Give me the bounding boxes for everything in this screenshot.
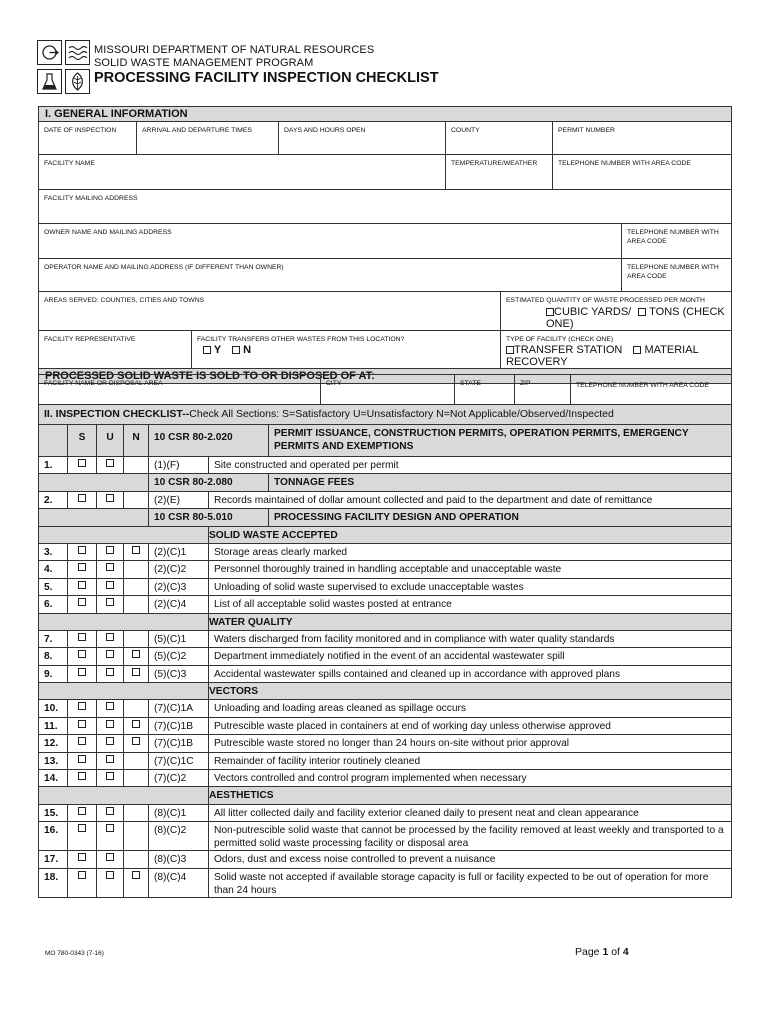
subsection-title: SOLID WASTE ACCEPTED [209,526,732,543]
unsatisfactory-checkbox-cell[interactable] [97,491,124,508]
item-code: (7)(C)2 [149,770,209,787]
not-applicable-checkbox[interactable] [132,650,140,658]
disposal-state-field[interactable]: STATE [455,375,515,405]
cubic-yards-label: CUBIC YARDS/ [554,306,632,318]
areas-served-field[interactable]: AREAS SERVED: COUNTIES, CITIES AND TOWNS [39,292,501,331]
regulation-code: 10 CSR 80-2.080 [149,474,269,491]
permit-number-field[interactable]: PERMIT NUMBER [553,122,732,155]
satisfactory-checkbox[interactable] [78,546,86,554]
not-applicable-checkbox-cell[interactable] [124,596,149,613]
not-applicable-checkbox[interactable] [132,668,140,676]
not-applicable-checkbox[interactable] [132,546,140,554]
no-label: N [243,344,252,356]
transfers-other-wastes-field: FACILITY TRANSFERS OTHER WASTES FROM THIS LOCATION? Y N [192,331,501,369]
checklist-item-row [39,665,732,682]
not-applicable-checkbox-cell[interactable] [124,717,149,734]
unsatisfactory-checkbox[interactable] [106,494,114,502]
subsection-header-row [39,683,732,700]
tons-checkbox[interactable] [638,308,646,316]
transfer-station-checkbox[interactable] [506,346,514,354]
not-applicable-checkbox-cell[interactable] [124,770,149,787]
checklist-item-row [39,491,732,508]
general-information-table [38,106,732,384]
unsatisfactory-checkbox[interactable] [106,772,114,780]
tons-label: TONS (CHECK ONE) [546,306,725,330]
disposal-table [38,374,732,405]
item-code: (7)(C)1A [149,700,209,717]
col-unsatisfactory: U [97,425,124,457]
item-number: 8. [39,648,68,665]
not-applicable-checkbox-cell[interactable] [124,804,149,821]
unsatisfactory-checkbox[interactable] [106,598,114,606]
material-recovery-label: MATERIAL RECOVERY [506,344,699,368]
item-text: Remainder of facility interior routinely cleaned [209,752,732,769]
checklist-item-row [39,804,732,821]
unsatisfactory-checkbox-cell[interactable] [97,700,124,717]
item-text: Personnel thoroughly trained in handling acceptable and unacceptable waste [209,561,732,578]
item-text: Unloading and loading areas cleaned as spillage occurs [209,700,732,717]
item-text: Putrescible waste stored no longer than 24 hours on-site without prior approval [209,735,732,752]
section-general-information: I. GENERAL INFORMATION [39,107,732,122]
item-number: 11. [39,717,68,734]
satisfactory-checkbox-cell[interactable] [68,868,97,897]
item-number: 18. [39,868,68,897]
item-code: (8)(C)1 [149,804,209,821]
item-code: (7)(C)1B [149,735,209,752]
regulation-header-row [39,509,732,526]
item-number: 1. [39,457,68,474]
item-number: 2. [39,491,68,508]
satisfactory-checkbox-cell[interactable] [68,665,97,682]
checklist-item-row [39,457,732,474]
unsatisfactory-checkbox-cell[interactable] [97,735,124,752]
col-satisfactory: S [68,425,97,457]
item-text: Site constructed and operated per permit [209,457,732,474]
unsatisfactory-checkbox[interactable] [106,546,114,554]
item-text: Solid waste not accepted if available storage capacity is full or facility expected to be out of operation for more than 24 hours [209,868,732,897]
item-text: Storage areas clearly marked [209,543,732,560]
satisfactory-checkbox[interactable] [78,720,86,728]
subsection-header-row [39,526,732,543]
unsatisfactory-checkbox-cell[interactable] [97,665,124,682]
item-text: Non-putrescible solid waste that cannot be processed by the facility removed at least weekly and transported to a permitted solid waste processing facility or disposal area [209,822,732,851]
section-inspection-checklist: II. INSPECTION CHECKLIST--Check All Sections: S=Satisfactory U=Unsatisfactory N=Not Applicable/Observed/Inspected [39,405,732,425]
satisfactory-checkbox-cell[interactable] [68,851,97,868]
transfer-station-label: TRANSFER STATION [514,344,623,356]
disposal-facility-name-field[interactable]: FACILITY NAME OR DISPOSAL AREA [39,375,321,405]
not-applicable-checkbox-cell[interactable] [124,822,149,851]
item-number: 6. [39,596,68,613]
not-applicable-checkbox-cell[interactable] [124,578,149,595]
owner-telephone-field[interactable]: TELEPHONE NUMBER WITH AREA CODE [622,224,732,259]
owner-name-address-field[interactable]: OWNER NAME AND MAILING ADDRESS [39,224,622,259]
satisfactory-checkbox-cell[interactable] [68,457,97,474]
subsection-title: WATER QUALITY [209,613,732,630]
item-code: (2)(C)2 [149,561,209,578]
item-code: (5)(C)2 [149,648,209,665]
item-number: 5. [39,578,68,595]
satisfactory-checkbox[interactable] [78,563,86,571]
item-text: List of all acceptable solid wastes posted at entrance [209,596,732,613]
satisfactory-checkbox-cell[interactable] [68,543,97,560]
item-number: 7. [39,630,68,647]
type-of-facility-field: TYPE OF FACILITY (CHECK ONE) TRANSFER STATION MATERIAL RECOVERY [501,331,732,369]
item-code: (7)(C)1B [149,717,209,734]
checklist-item-row [39,822,732,851]
checklist-item-row [39,543,732,560]
water-waves-icon [65,40,90,65]
satisfactory-checkbox-cell[interactable] [68,735,97,752]
item-number: 4. [39,561,68,578]
facility-representative-field[interactable]: FACILITY REPRESENTATIVE [39,331,192,369]
item-code: (7)(C)1C [149,752,209,769]
item-number: 15. [39,804,68,821]
not-applicable-checkbox-cell[interactable] [124,648,149,665]
item-code: (2)(C)4 [149,596,209,613]
col-not-applicable: N [124,425,149,457]
unsatisfactory-checkbox[interactable] [106,871,114,879]
checklist-item-row [39,630,732,647]
checklist-item-row [39,752,732,769]
form-number: MO 780-0343 (7-16) [45,950,104,957]
days-hours-open-field[interactable]: DAYS AND HOURS OPEN [279,122,446,155]
flask-icon [37,69,62,94]
not-applicable-checkbox-cell[interactable] [124,851,149,868]
satisfactory-checkbox[interactable] [78,853,86,861]
regulation-code: 10 CSR 80-2.020 [149,425,269,457]
satisfactory-checkbox-cell[interactable] [68,770,97,787]
satisfactory-checkbox-cell[interactable] [68,752,97,769]
not-applicable-checkbox-cell[interactable] [124,630,149,647]
item-number: 10. [39,700,68,717]
operator-name-address-field[interactable]: OPERATOR NAME AND MAILING ADDRESS (IF DIFFERENT THAN OWNER) [39,259,622,292]
satisfactory-checkbox[interactable] [78,871,86,879]
checklist-item-row [39,770,732,787]
item-text: Putrescible waste placed in containers at end of working day unless otherwise approved [209,717,732,734]
checklist-item-row [39,851,732,868]
unsatisfactory-checkbox[interactable] [106,668,114,676]
unsatisfactory-checkbox[interactable] [106,755,114,763]
item-text: Accidental wastewater spills contained and cleaned up in accordance with approved plans [209,665,732,682]
no-checkbox[interactable] [232,346,240,354]
satisfactory-checkbox[interactable] [78,772,86,780]
satisfactory-checkbox[interactable] [78,824,86,832]
checklist-item-row [39,717,732,734]
item-number: 17. [39,851,68,868]
unsatisfactory-checkbox[interactable] [106,853,114,861]
program-name: SOLID WASTE MANAGEMENT PROGRAM [94,57,314,69]
unsatisfactory-checkbox-cell[interactable] [97,648,124,665]
not-applicable-checkbox-cell[interactable] [124,457,149,474]
unsatisfactory-checkbox[interactable] [106,459,114,467]
item-number: 16. [39,822,68,851]
regulation-code: 10 CSR 80-5.010 [149,509,269,526]
unsatisfactory-checkbox-cell[interactable] [97,822,124,851]
satisfactory-checkbox[interactable] [78,650,86,658]
checklist-item-row [39,648,732,665]
unsatisfactory-checkbox-cell[interactable] [97,752,124,769]
satisfactory-checkbox-cell[interactable] [68,822,97,851]
date-of-inspection-field[interactable]: DATE OF INSPECTION [39,122,137,155]
item-code: (2)(C)1 [149,543,209,560]
satisfactory-checkbox-cell[interactable] [68,717,97,734]
item-text: Odors, dust and excess noise controlled to prevent a nuisance [209,851,732,868]
item-code: (2)(C)3 [149,578,209,595]
item-text: All litter collected daily and facility exterior cleaned daily to present neat and clean appearance [209,804,732,821]
material-recovery-checkbox[interactable] [633,346,641,354]
item-text: Waters discharged from facility monitored and in compliance with water quality standards [209,630,732,647]
item-number: 14. [39,770,68,787]
item-code: (8)(C)3 [149,851,209,868]
unsatisfactory-checkbox[interactable] [106,737,114,745]
checklist-item-row [39,561,732,578]
regulation-title: PROCESSING FACILITY DESIGN AND OPERATION [269,509,732,526]
county-field[interactable]: COUNTY [446,122,553,155]
leaf-icon [65,69,90,94]
disposal-city-field[interactable]: CITY [321,375,455,405]
temperature-weather-field[interactable]: TEMPERATURE/WEATHER [446,155,553,190]
unsatisfactory-checkbox-cell[interactable] [97,457,124,474]
satisfactory-checkbox[interactable] [78,581,86,589]
not-applicable-checkbox-cell[interactable] [124,543,149,560]
unsatisfactory-checkbox-cell[interactable] [97,851,124,868]
item-code: (8)(C)2 [149,822,209,851]
satisfactory-checkbox-cell[interactable] [68,578,97,595]
cubic-yards-checkbox[interactable] [546,308,554,316]
unsatisfactory-checkbox[interactable] [106,650,114,658]
subsection-header-row [39,787,732,804]
item-code: (8)(C)4 [149,868,209,897]
regulation-title: TONNAGE FEES [269,474,732,491]
checklist-item-row [39,735,732,752]
unsatisfactory-checkbox-cell[interactable] [97,717,124,734]
circle-arrow-icon [37,40,62,65]
disposal-telephone-field[interactable]: TELEPHONE NUMBER WITH AREA CODE [571,375,732,405]
unsatisfactory-checkbox-cell[interactable] [97,543,124,560]
not-applicable-checkbox-cell[interactable] [124,868,149,897]
satisfactory-checkbox-cell[interactable] [68,596,97,613]
estimated-quantity-field: ESTIMATED QUANTITY OF WASTE PROCESSED PER MONTH CUBIC YARDS/ TONS (CHECK ONE) [501,292,732,331]
item-text: Vectors controlled and control program implemented when necessary [209,770,732,787]
item-text: Unloading of solid waste supervised to exclude unacceptable wastes [209,578,732,595]
inspection-checklist-table [38,404,732,898]
disposal-zip-field[interactable]: ZIP [515,375,571,405]
unsatisfactory-checkbox-cell[interactable] [97,561,124,578]
not-applicable-checkbox[interactable] [132,737,140,745]
satisfactory-checkbox[interactable] [78,668,86,676]
yes-label: Y [213,344,221,356]
not-applicable-checkbox[interactable] [132,871,140,879]
unsatisfactory-checkbox[interactable] [106,807,114,815]
item-code: (2)(E) [149,491,209,508]
facility-mailing-address-field[interactable]: FACILITY MAILING ADDRESS [39,190,732,224]
regulation-title: PERMIT ISSUANCE, CONSTRUCTION PERMITS, OPERATION PERMITS, EMERGENCY PERMITS AND EXEMPTIONS [269,425,732,457]
unsatisfactory-checkbox-cell[interactable] [97,868,124,897]
unsatisfactory-checkbox-cell[interactable] [97,804,124,821]
department-name: MISSOURI DEPARTMENT OF NATURAL RESOURCES [94,44,375,56]
checklist-item-row [39,578,732,595]
unsatisfactory-checkbox-cell[interactable] [97,596,124,613]
satisfactory-checkbox[interactable] [78,702,86,710]
section-disposal: PROCESSED SOLID WASTE IS SOLD TO OR DISPOSED OF AT: [39,369,732,384]
unsatisfactory-checkbox-cell[interactable] [97,630,124,647]
satisfactory-checkbox[interactable] [78,755,86,763]
checklist-item-row [39,868,732,897]
not-applicable-checkbox-cell[interactable] [124,735,149,752]
satisfactory-checkbox-cell[interactable] [68,630,97,647]
satisfactory-checkbox-cell[interactable] [68,700,97,717]
satisfactory-checkbox[interactable] [78,459,86,467]
satisfactory-checkbox[interactable] [78,807,86,815]
unsatisfactory-checkbox[interactable] [106,581,114,589]
satisfactory-checkbox[interactable] [78,633,86,641]
unsatisfactory-checkbox[interactable] [106,563,114,571]
facility-telephone-field[interactable]: TELEPHONE NUMBER WITH AREA CODE [553,155,732,190]
checklist-item-row [39,700,732,717]
logo-group [37,40,93,96]
facility-name-field[interactable]: FACILITY NAME [39,155,446,190]
page-indicator: Page 1 of 4 [575,946,629,958]
not-applicable-checkbox-cell[interactable] [124,752,149,769]
checklist-item-row [39,596,732,613]
form-header [37,40,737,96]
form-title: PROCESSING FACILITY INSPECTION CHECKLIST [94,70,439,86]
unsatisfactory-checkbox[interactable] [106,702,114,710]
subsection-title: AESTHETICS [209,787,732,804]
item-code: (5)(C)1 [149,630,209,647]
not-applicable-checkbox-cell[interactable] [124,561,149,578]
yes-checkbox[interactable] [203,346,211,354]
not-applicable-checkbox-cell[interactable] [124,700,149,717]
satisfactory-checkbox-cell[interactable] [68,561,97,578]
unsatisfactory-checkbox-cell[interactable] [97,578,124,595]
item-number: 9. [39,665,68,682]
not-applicable-checkbox-cell[interactable] [124,665,149,682]
not-applicable-checkbox-cell[interactable] [124,491,149,508]
item-code: (5)(C)3 [149,665,209,682]
unsatisfactory-checkbox[interactable] [106,720,114,728]
item-number: 12. [39,735,68,752]
unsatisfactory-checkbox[interactable] [106,633,114,641]
item-number: 3. [39,543,68,560]
not-applicable-checkbox[interactable] [132,720,140,728]
satisfactory-checkbox[interactable] [78,598,86,606]
satisfactory-checkbox-cell[interactable] [68,491,97,508]
operator-telephone-field[interactable]: TELEPHONE NUMBER WITH AREA CODE [622,259,732,292]
satisfactory-checkbox-cell[interactable] [68,804,97,821]
arrival-departure-field[interactable]: ARRIVAL AND DEPARTURE TIMES [137,122,279,155]
unsatisfactory-checkbox-cell[interactable] [97,770,124,787]
satisfactory-checkbox-cell[interactable] [68,648,97,665]
item-text: Department immediately notified in the event of an accidental wastewater spill [209,648,732,665]
satisfactory-checkbox[interactable] [78,494,86,502]
item-code: (1)(F) [149,457,209,474]
item-text: Records maintained of dollar amount collected and paid to the department and date of remittance [209,491,732,508]
regulation-header-row [39,474,732,491]
item-number: 13. [39,752,68,769]
subsection-header-row [39,613,732,630]
subsection-title: VECTORS [209,683,732,700]
unsatisfactory-checkbox[interactable] [106,824,114,832]
satisfactory-checkbox[interactable] [78,737,86,745]
